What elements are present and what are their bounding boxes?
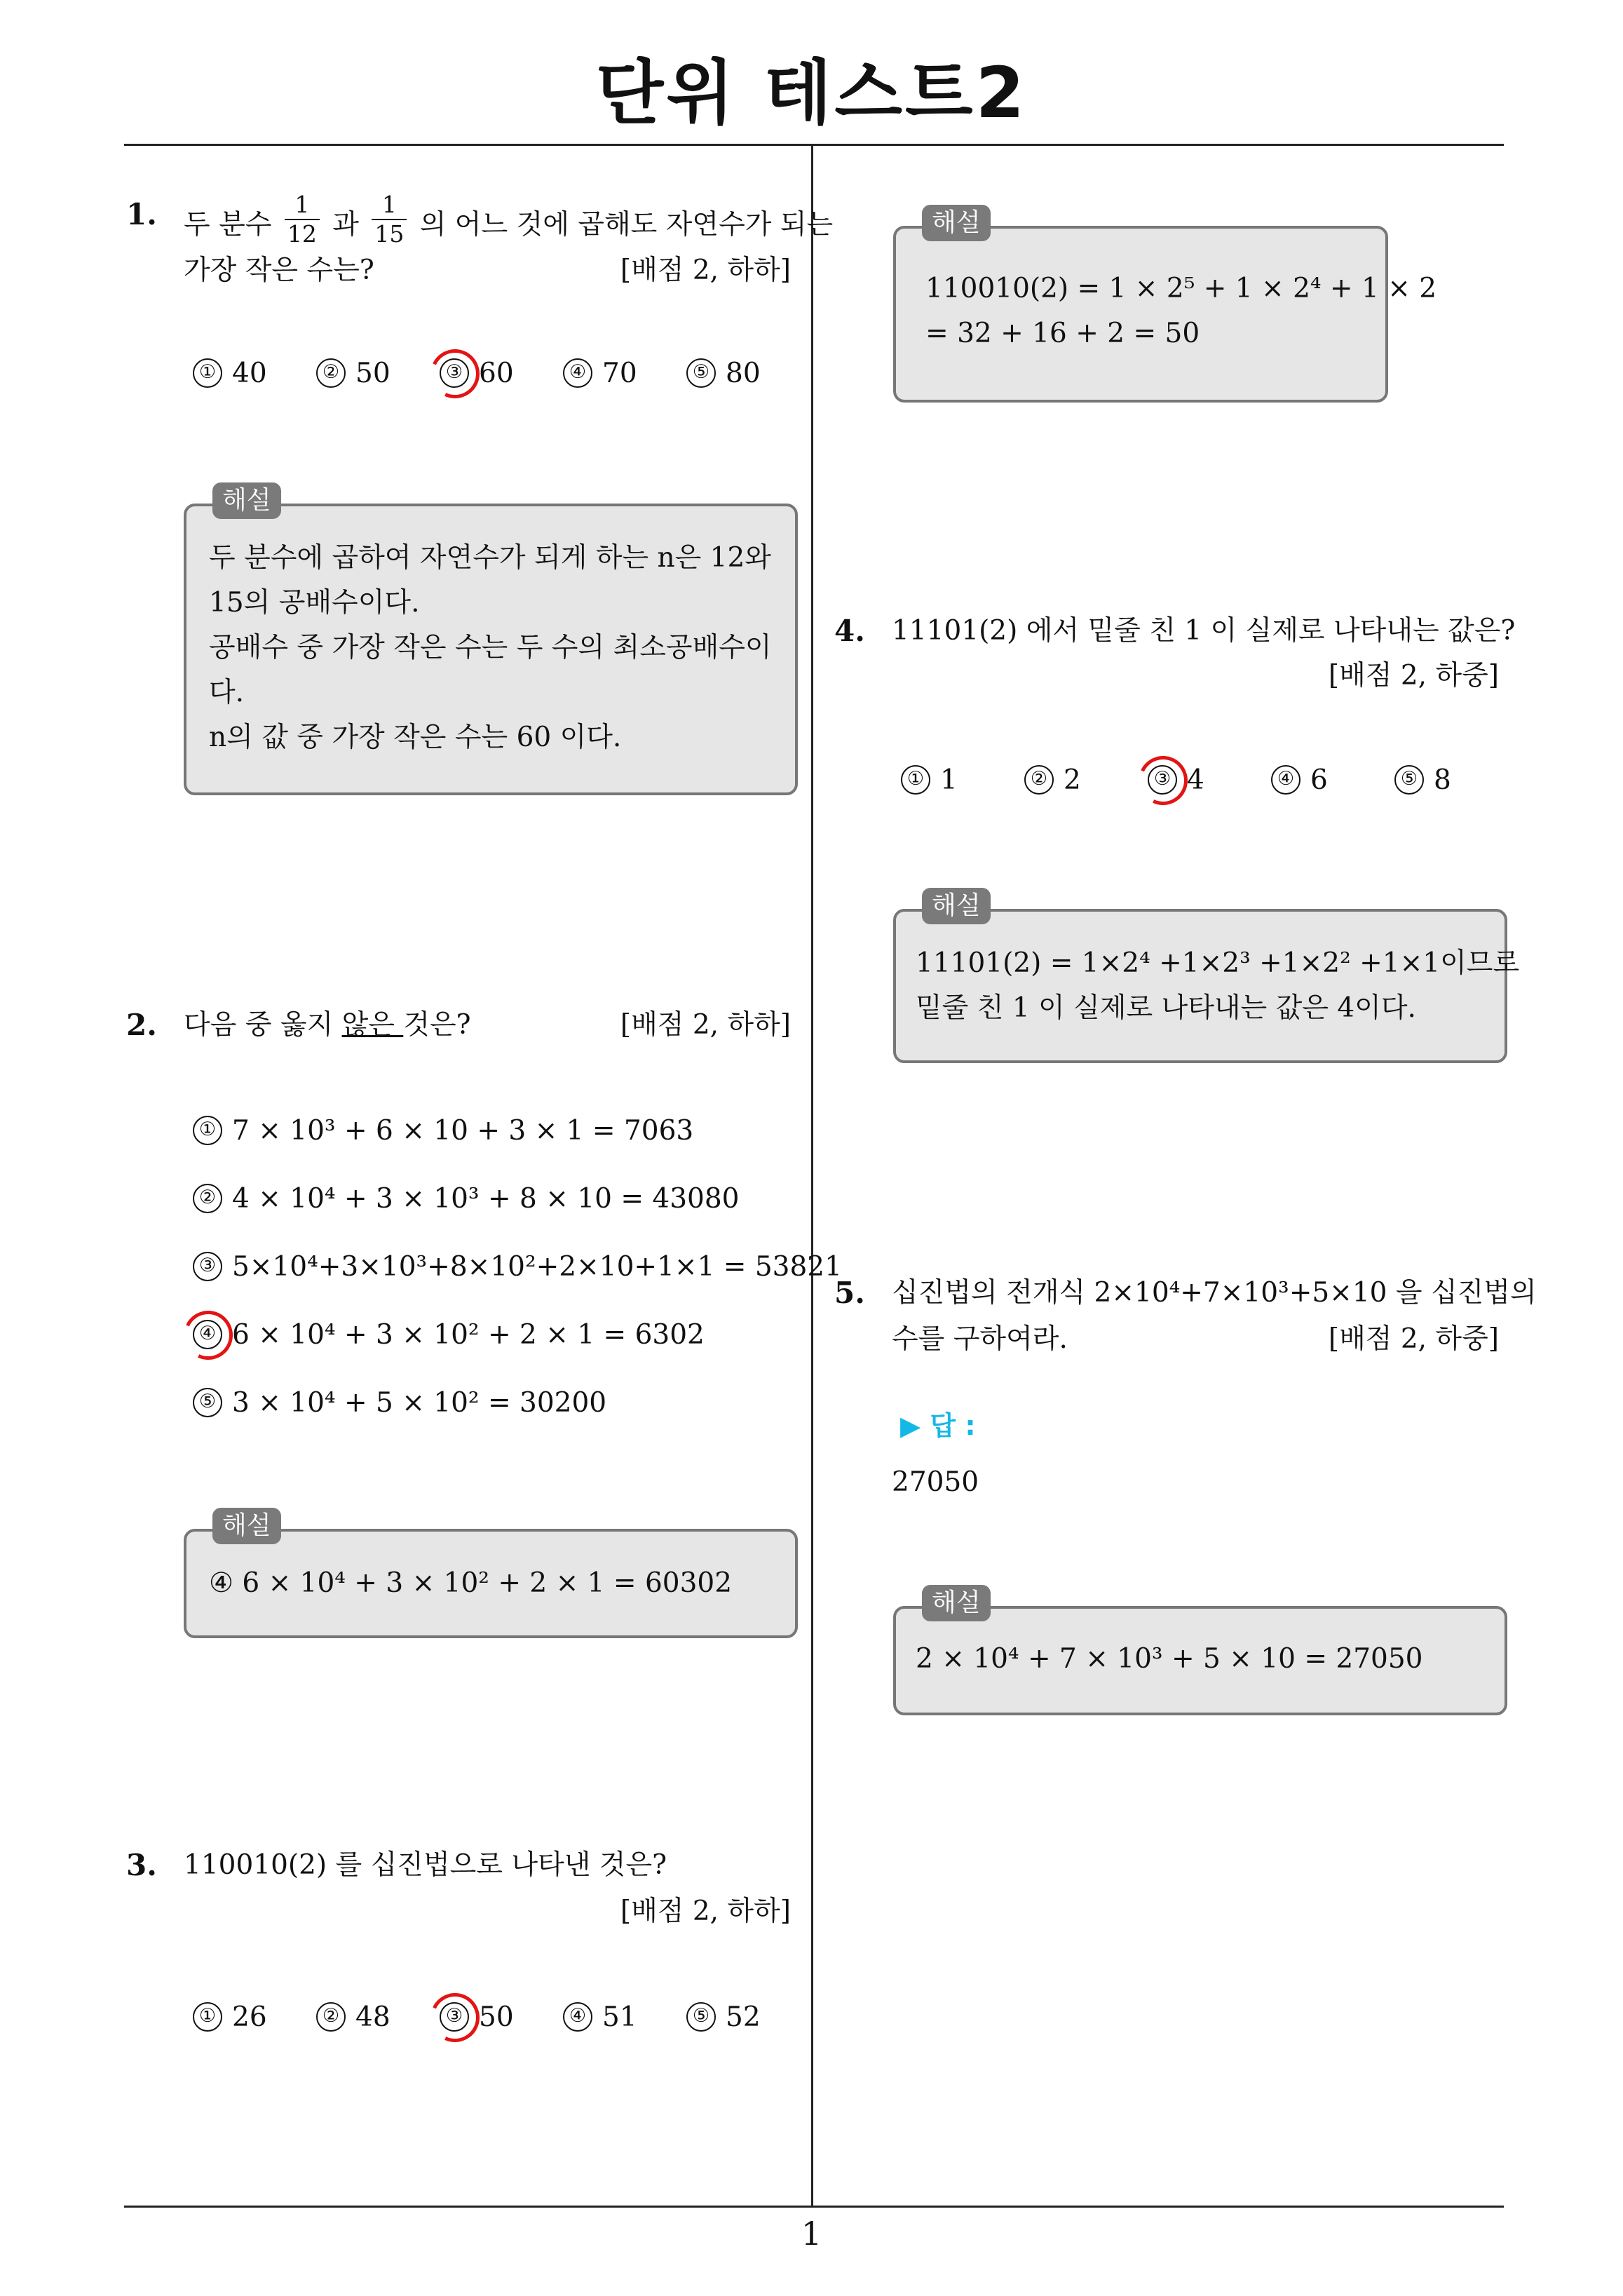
answer-mark-circle bbox=[423, 342, 487, 405]
q3-choice-5[interactable]: ⑤ 52 bbox=[686, 2001, 761, 2034]
solution-1-line-4: 다. bbox=[209, 677, 245, 708]
q4-choice-4[interactable]: ④ 6 bbox=[1271, 764, 1328, 797]
page-number: 1 bbox=[801, 2215, 822, 2253]
question-5-number: 5. bbox=[834, 1276, 865, 1310]
page-title: 단위 테스트2 bbox=[595, 52, 1028, 134]
solution-label-3: 해설 bbox=[922, 205, 991, 241]
answer-label: ▶ 답 : bbox=[900, 1410, 976, 1441]
q3-choice-4[interactable]: ④ 51 bbox=[563, 2001, 637, 2034]
question-2-meta: [배점 2, 하하] bbox=[620, 1009, 791, 1041]
question-1-text: 두 분수 $\frac{1}{12}$ 과 $\frac{1}{15}$ 의 어느 것에 곱해도 자연수가 되는 bbox=[184, 191, 834, 248]
q2-choice-5[interactable]: ⑤ 3 × 10⁴ + 5 × 10² = 30200 bbox=[193, 1387, 606, 1419]
solution-label-1: 해설 bbox=[212, 482, 281, 519]
solution-4-line-2: 밑줄 친 1 이 실제로 나타내는 값은 4이다. bbox=[916, 992, 1416, 1024]
question-4-text: 11101(2) 에서 밑줄 친 1 이 실제로 나타내는 값은? bbox=[892, 615, 1516, 647]
solution-label-5: 해설 bbox=[922, 1585, 991, 1621]
solution-3-line-1: 110010(2) = 1 × 2⁵ + 1 × 2⁴ + 1 × 2 bbox=[925, 273, 1437, 304]
solution-1-line-2: 15의 공배수이다. bbox=[209, 587, 420, 619]
column-divider bbox=[811, 146, 813, 2206]
q1-choice-5[interactable]: ⑤ 80 bbox=[686, 358, 761, 390]
q4-choice-1[interactable]: ① 1 bbox=[901, 764, 958, 797]
question-2-text: 다음 중 옳지 않은 것은? bbox=[184, 1009, 471, 1041]
q4-choice-2[interactable]: ② 2 bbox=[1024, 764, 1081, 797]
question-3-number: 3. bbox=[126, 1848, 157, 1882]
solution-1-line-3: 공배수 중 가장 작은 수는 두 수의 최소공배수이 bbox=[209, 632, 772, 663]
q1-choice-1[interactable]: ① 40 bbox=[193, 358, 267, 390]
q3-choice-2[interactable]: ② 48 bbox=[316, 2001, 391, 2034]
solution-1-line-5: n의 값 중 가장 작은 수는 60 이다. bbox=[209, 722, 622, 753]
answer-mark-circle bbox=[423, 1986, 487, 2049]
question-4-number: 4. bbox=[834, 614, 865, 648]
q2-choice-4[interactable]: ④ 6 × 10⁴ + 3 × 10² + 2 × 1 = 6302 bbox=[193, 1319, 705, 1351]
question-2-number: 2. bbox=[126, 1008, 157, 1042]
question-5-text: 십진법의 전개식 2×10⁴+7×10³+5×10 을 십진법의 bbox=[892, 1277, 1537, 1309]
question-1-meta: [배점 2, 하하] bbox=[620, 255, 791, 286]
q3-choice-1[interactable]: ① 26 bbox=[193, 2001, 267, 2034]
answer-mark-circle bbox=[177, 1304, 240, 1367]
top-rule bbox=[124, 144, 1504, 146]
bottom-rule bbox=[124, 2206, 1504, 2208]
solution-4-line-1: 11101(2) = 1×2⁴ +1×2³ +1×2² +1×1이므로 bbox=[916, 947, 1520, 979]
answer-mark-circle bbox=[1132, 749, 1195, 812]
question-1-number: 1. bbox=[126, 197, 157, 231]
q4-choice-5[interactable]: ⑤ 8 bbox=[1394, 764, 1451, 797]
q2-choice-1[interactable]: ① 7 × 10³ + 6 × 10 + 3 × 1 = 7063 bbox=[193, 1115, 693, 1147]
q1-choice-2[interactable]: ② 50 bbox=[316, 358, 391, 390]
question-1-text-line2: 가장 작은 수는? bbox=[184, 255, 374, 286]
question-5-text-line2: 수를 구하여라. bbox=[892, 1323, 1068, 1355]
q1-choice-3[interactable]: ③ 60 bbox=[440, 358, 514, 390]
fraction-1-12: $\frac{1}{12}$ bbox=[285, 191, 320, 248]
fraction-1-15: $\frac{1}{15}$ bbox=[372, 191, 407, 248]
solution-3-line-2: = 32 + 16 + 2 = 50 bbox=[925, 318, 1200, 349]
question-3-meta: [배점 2, 하하] bbox=[620, 1896, 791, 1927]
solution-1-line-1: 두 분수에 곱하여 자연수가 되게 하는 n은 12와 bbox=[209, 542, 771, 574]
question-4-meta: [배점 2, 하중] bbox=[1328, 660, 1499, 691]
question-5-meta: [배점 2, 하중] bbox=[1328, 1323, 1499, 1355]
solution-5-line-1: 2 × 10⁴ + 7 × 10³ + 5 × 10 = 27050 bbox=[916, 1643, 1423, 1675]
solution-label-4: 해설 bbox=[922, 888, 991, 924]
q3-choice-3[interactable]: ③ 50 bbox=[440, 2001, 514, 2034]
q2-choice-2[interactable]: ② 4 × 10⁴ + 3 × 10³ + 8 × 10 = 43080 bbox=[193, 1183, 739, 1215]
q1-choice-4[interactable]: ④ 70 bbox=[563, 358, 637, 390]
solution-label-2: 해설 bbox=[212, 1508, 281, 1544]
answer-value: 27050 bbox=[892, 1466, 979, 1498]
q2-choice-3[interactable]: ③ 5×10⁴+3×10³+8×10²+2×10+1×1 = 53821 bbox=[193, 1251, 842, 1283]
question-3-text: 110010(2) 를 십진법으로 나타낸 것은? bbox=[184, 1849, 667, 1881]
q4-choice-3[interactable]: ③ 4 bbox=[1148, 764, 1204, 797]
solution-2-line-1: ④ 6 × 10⁴ + 3 × 10² + 2 × 1 = 60302 bbox=[209, 1567, 733, 1599]
